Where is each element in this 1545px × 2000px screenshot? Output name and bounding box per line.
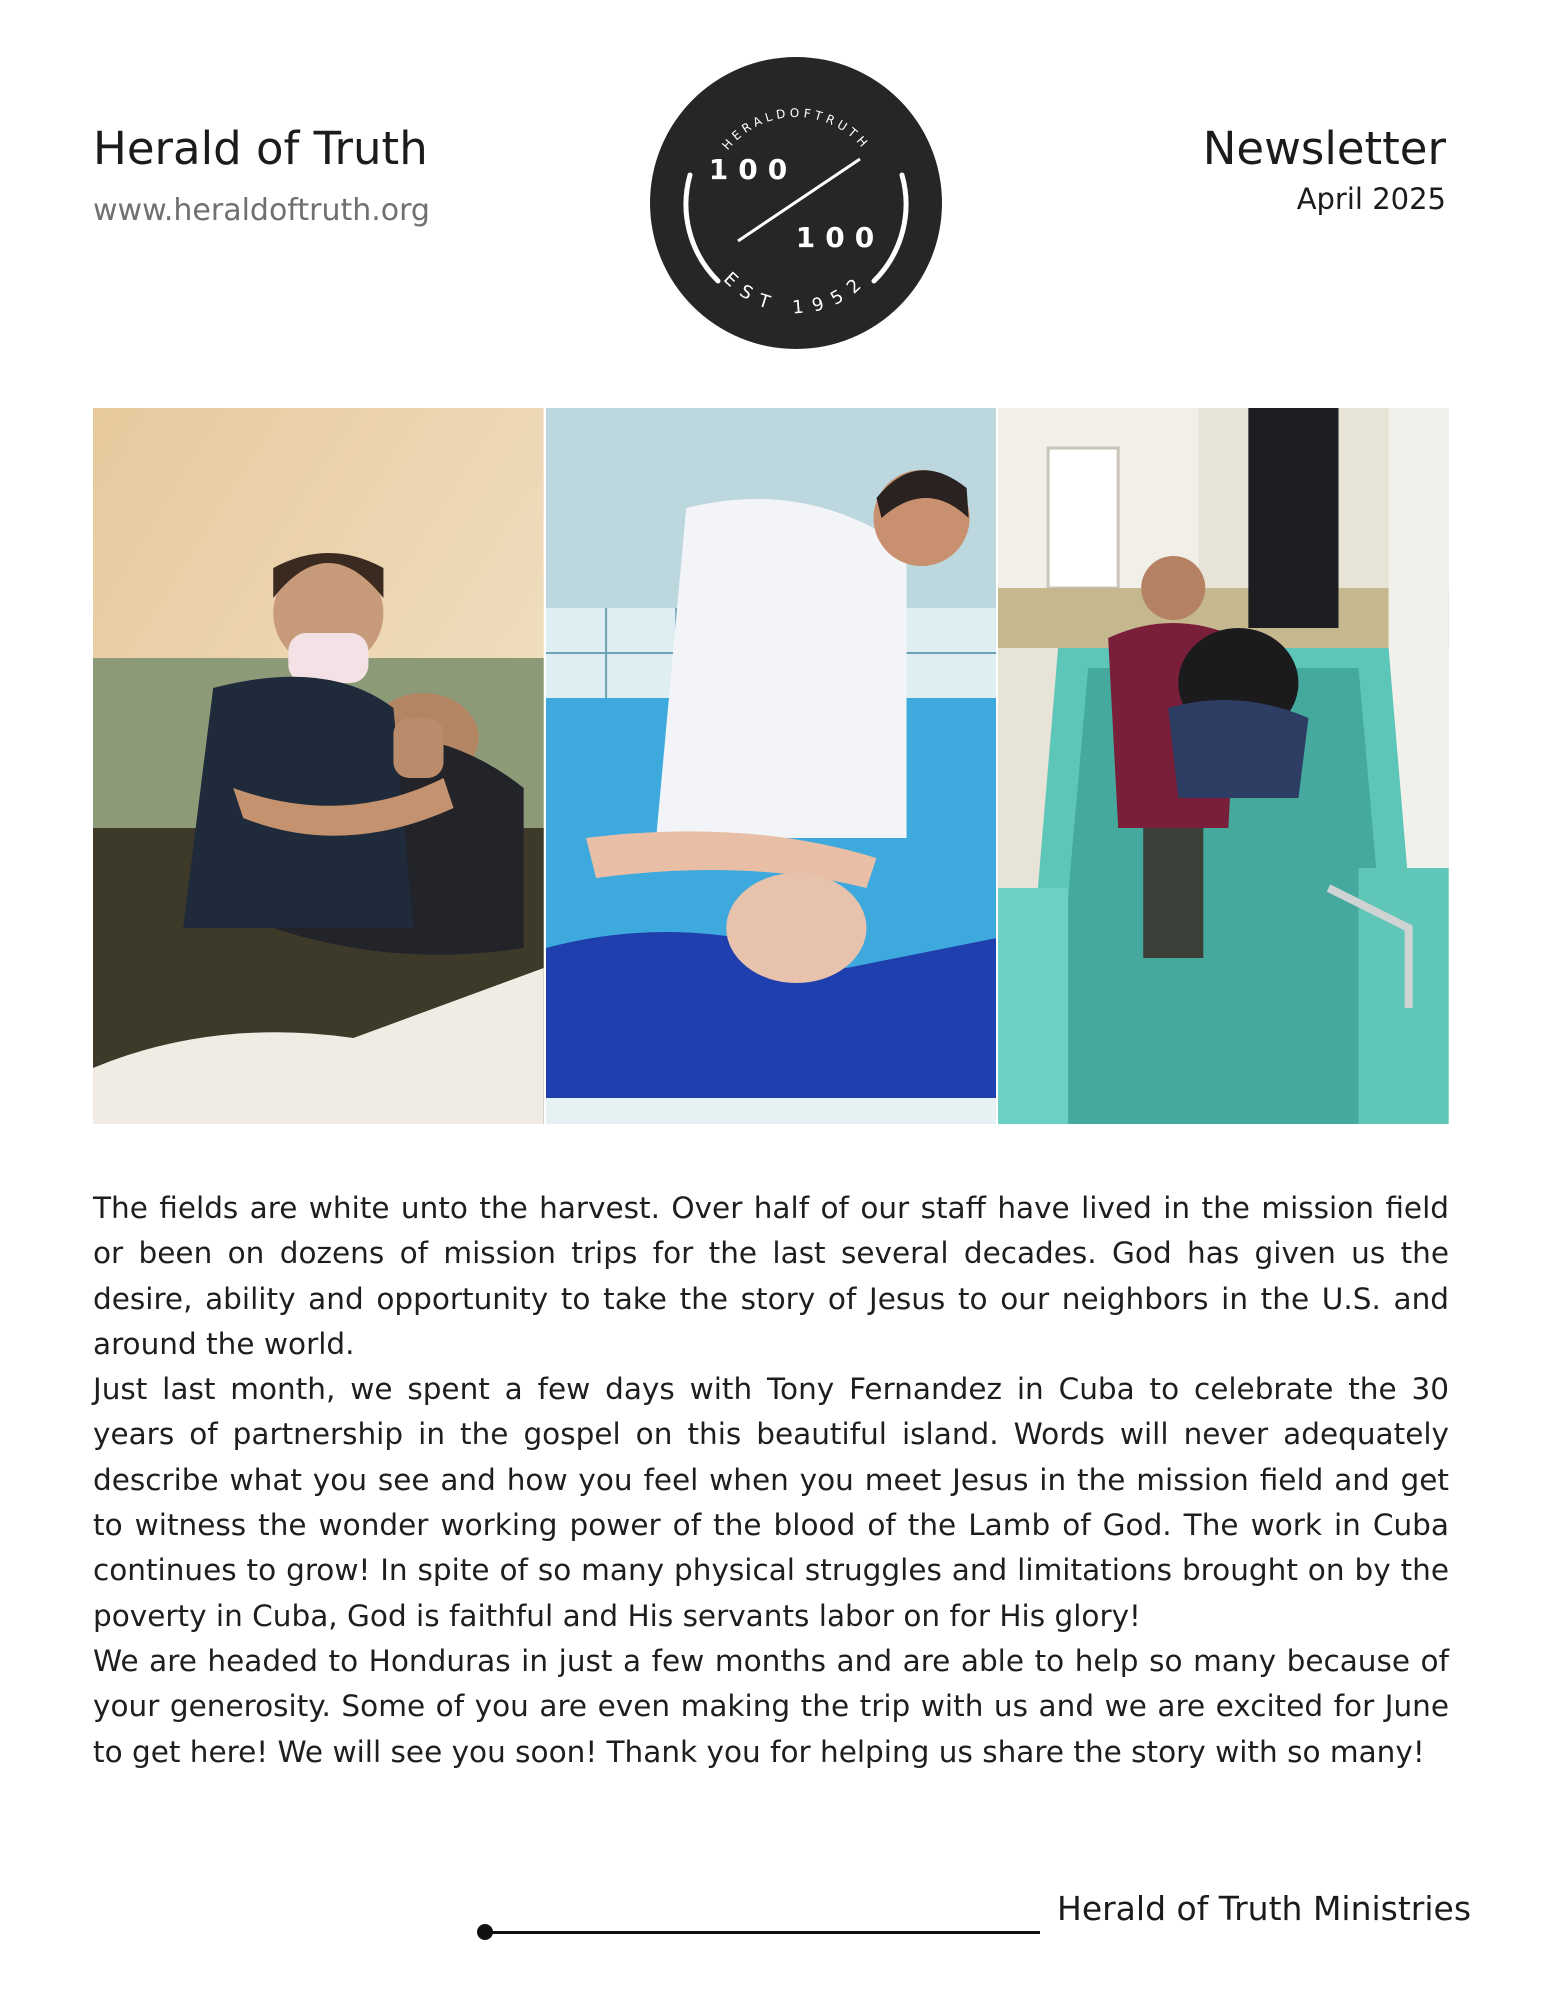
logo-est-text: EST 1952 [719, 268, 873, 319]
signature-line [484, 1931, 1040, 1934]
baptism-photo-2 [546, 408, 997, 1124]
herald-of-truth-logo [648, 55, 944, 351]
newsletter-body [93, 1186, 1449, 1775]
logo-top-number: 100 [708, 153, 798, 186]
logo-arc-text: HERALDOFTRUTH [719, 105, 873, 153]
body-paragraph-1: The fields are white unto the harvest. Over half of our staff have lived in the mission field or been on dozens of mission trips for the last several decades. God has given us the desire, ability and opportunity to take the story of Jesus to our neighbors in the U.S. and around the world. [93, 1191, 1449, 1361]
logo-bottom-number: 100 [795, 221, 885, 254]
organization-name: Herald of Truth [93, 122, 428, 175]
photo-strip [93, 408, 1449, 1124]
newsletter-date: April 2025 [1296, 182, 1446, 216]
body-paragraph-3: We are headed to Honduras in just a few months and are able to help so many because of your generosity. Some of you are even making the trip with us and we are excited for June to get here! We will see you soon! Thank you for helping us share the story with so many! [93, 1643, 1449, 1769]
signature-name: Herald of Truth Ministries [1057, 1889, 1472, 1928]
baptism-photo-1 [93, 408, 544, 1124]
website-url: www.heraldoftruth.org [93, 193, 430, 228]
baptism-photo-3 [998, 408, 1449, 1124]
newsletter-title: Newsletter [1202, 122, 1446, 175]
body-paragraph-2: Just last month, we spent a few days with Tony Fernandez in Cuba to celebrate the 30 years of partnership in the gospel on this beautiful island. Words will never adequately describe what you see and how you feel when you meet Jesus in the mission field and get to witness the wonder working power of the blood of the Lamb of God. The work in Cuba continues to grow! In spite of so many physical struggles and limitations brought on by the poverty in Cuba, God is faithful and His servants labor on for His glory! [93, 1372, 1449, 1633]
